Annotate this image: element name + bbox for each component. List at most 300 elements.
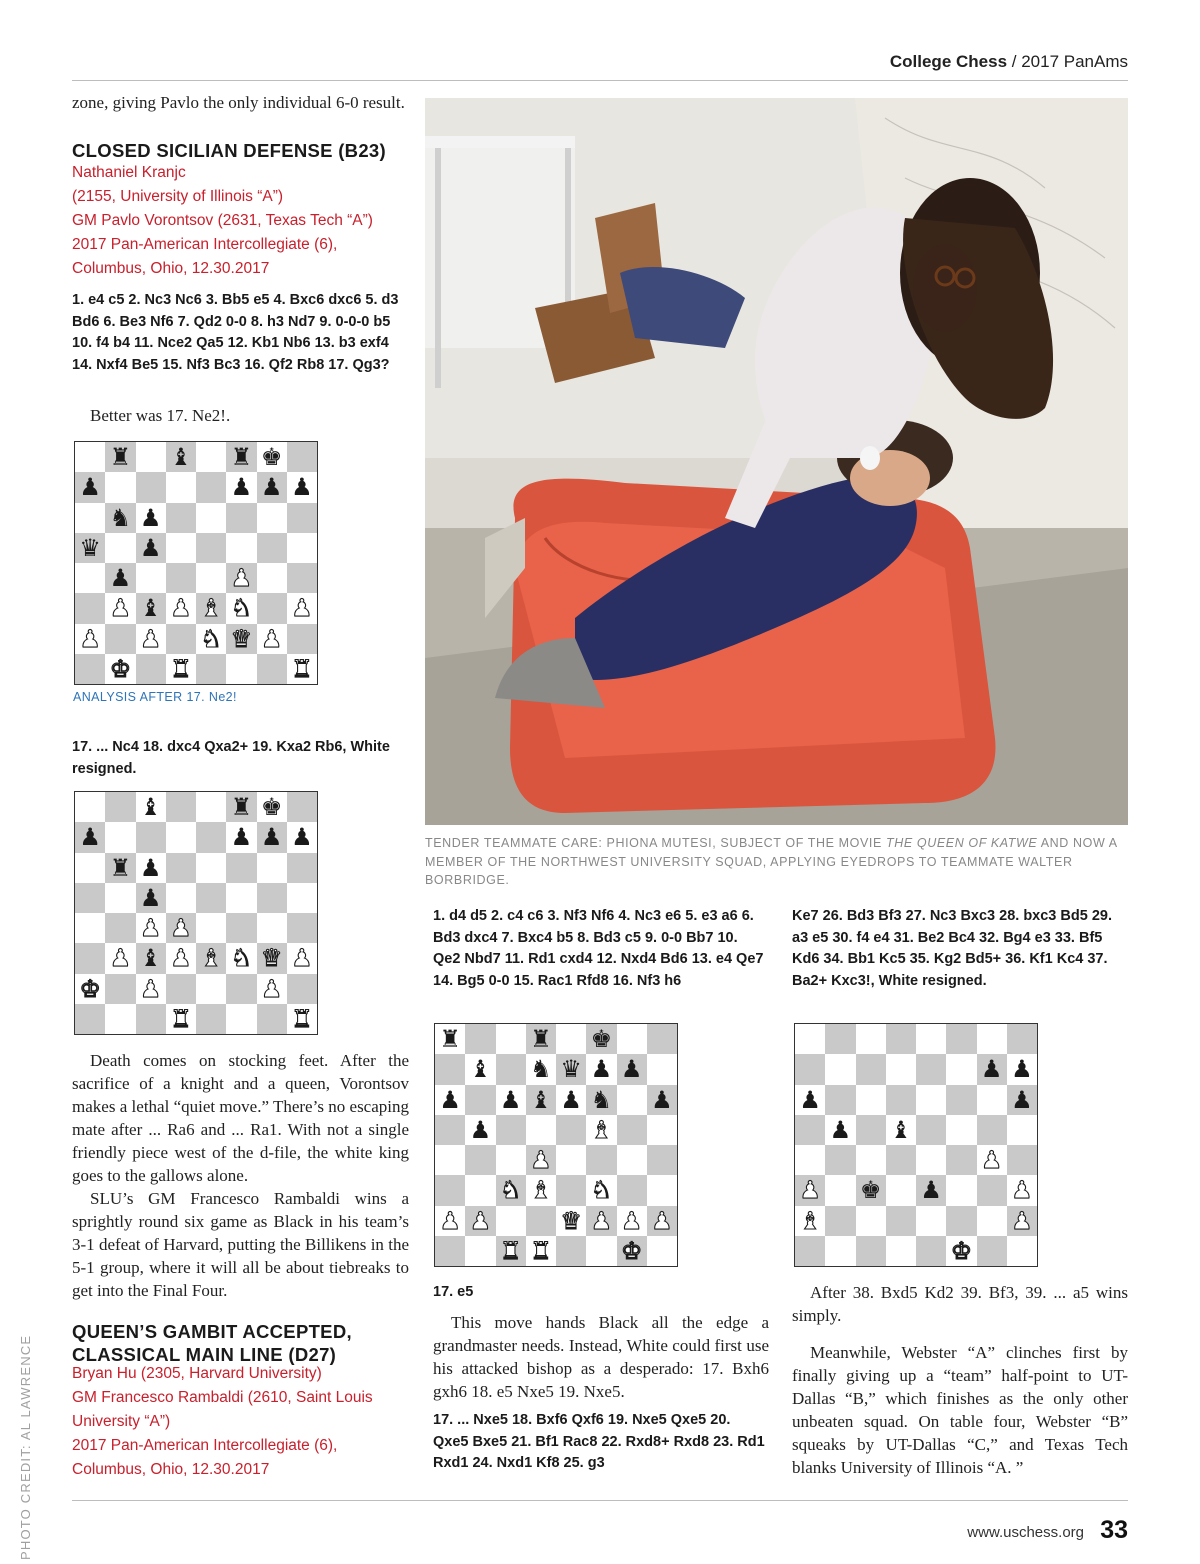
game1-title: CLOSED SICILIAN DEFENSE (B23) <box>72 140 386 161</box>
black-pawn-icon: ♟ <box>1011 1085 1033 1114</box>
board-square <box>465 1175 495 1205</box>
board-square <box>825 1024 855 1054</box>
board-square <box>136 913 166 943</box>
white-pawn-icon: ♟ <box>1011 1206 1033 1235</box>
board-square <box>647 1085 677 1115</box>
photo-caption: TENDER TEAMMATE CARE: PHIONA MUTESI, SUBJECT OF THE MOVIE THE QUEEN OF KATWE AND NOW A MEMBER OF THE NORTHWEST UNIVERSITY SQUAD, APPLYING EYEDROPS TO TEAMMATE WALTER BORBRIDGE. <box>425 836 1117 887</box>
black-king-icon: ♚ <box>590 1025 613 1054</box>
board-square <box>257 883 287 913</box>
board-square <box>617 1206 647 1236</box>
board-square <box>105 654 135 684</box>
board-square <box>105 943 135 973</box>
board-square <box>136 822 166 852</box>
board-square <box>795 1145 825 1175</box>
black-rook-icon: ♜ <box>230 793 253 822</box>
board-square <box>977 1175 1007 1205</box>
black-king-icon: ♚ <box>260 443 283 472</box>
board-square <box>617 1145 647 1175</box>
black-queen-icon: ♛ <box>560 1055 582 1084</box>
board-square <box>586 1085 616 1115</box>
game1-moves-2: 17. ... Nc4 18. dxc4 Qxa2+ 19. Kxa2 Rb6, White resigned. <box>72 739 390 777</box>
board-square <box>287 883 317 913</box>
board-square <box>825 1085 855 1115</box>
footer-rule <box>72 1500 1128 1501</box>
board-square <box>166 593 196 623</box>
black-pawn-icon: ♟ <box>799 1085 821 1114</box>
board-square <box>196 654 226 684</box>
board-square <box>496 1024 526 1054</box>
board-square <box>916 1115 946 1145</box>
board-square <box>916 1085 946 1115</box>
white-pawn-icon: ♟ <box>291 944 313 973</box>
board-square <box>136 563 166 593</box>
board-square <box>166 654 196 684</box>
white-rook-icon: ♜ <box>291 654 313 683</box>
board-square <box>435 1145 465 1175</box>
white-pawn-icon: ♟ <box>170 944 192 973</box>
board-square <box>647 1054 677 1084</box>
board-square <box>166 883 196 913</box>
board-square <box>465 1054 495 1084</box>
board-square <box>556 1085 586 1115</box>
board-square <box>617 1085 647 1115</box>
board-square <box>75 563 105 593</box>
board-square <box>257 593 287 623</box>
white-king-icon: ♚ <box>109 654 132 683</box>
commentary-paragraph: Death comes on stocking feet. After the sacrifice of a knight and a queen, Vorontsov makes a lethal “quiet move.” There’s no escaping mate after ... Ra6 and ... Ra1. With not a single friendly piece west of the d-file, the white king goes to the gallows alone. <box>72 1051 409 1185</box>
board-square <box>136 1004 166 1034</box>
white-pawn-icon: ♟ <box>620 1206 643 1235</box>
black-pawn-icon: ♟ <box>139 533 162 562</box>
black-bishop-icon: ♝ <box>139 944 162 973</box>
white-queen-icon: ♛ <box>560 1206 582 1235</box>
chess-diagram-game2 <box>434 1023 678 1267</box>
board-square <box>75 1004 105 1034</box>
board-square <box>105 853 135 883</box>
board-square <box>287 654 317 684</box>
board-square <box>105 624 135 654</box>
game1-player1-info: (2155, University of Illinois “A”) <box>72 188 284 205</box>
black-pawn-icon: ♟ <box>260 473 283 502</box>
board-square <box>226 563 256 593</box>
white-rook-icon: ♜ <box>530 1236 552 1265</box>
board-square <box>105 792 135 822</box>
board-square <box>166 533 196 563</box>
board-square <box>105 442 135 472</box>
board-square <box>136 943 166 973</box>
white-rook-icon: ♜ <box>170 654 192 683</box>
header-subsection: 2017 PanAms <box>1021 52 1128 71</box>
white-pawn-icon: ♟ <box>139 914 162 943</box>
board-square <box>196 853 226 883</box>
board-square <box>825 1115 855 1145</box>
board-square <box>226 913 256 943</box>
board-square <box>105 533 135 563</box>
black-rook-icon: ♜ <box>109 443 132 472</box>
board-square <box>75 974 105 1004</box>
black-pawn-icon: ♟ <box>469 1115 492 1144</box>
board-square <box>946 1115 976 1145</box>
board-square <box>556 1145 586 1175</box>
board-square <box>136 883 166 913</box>
black-pawn-icon: ♟ <box>651 1085 673 1114</box>
board-square <box>196 533 226 563</box>
board-square <box>75 913 105 943</box>
board-square <box>196 1004 226 1034</box>
board-square <box>556 1206 586 1236</box>
board-square <box>287 533 317 563</box>
board-square <box>196 792 226 822</box>
board-square <box>226 533 256 563</box>
white-rook-icon: ♜ <box>170 1004 192 1033</box>
board-square <box>526 1115 556 1145</box>
board-square <box>287 624 317 654</box>
chess-diagram-analysis <box>74 441 318 685</box>
board-square <box>977 1024 1007 1054</box>
white-knight-icon: ♞ <box>230 944 253 973</box>
board-square <box>287 593 317 623</box>
board-square <box>257 853 287 883</box>
board-square <box>196 563 226 593</box>
game1-player1: Nathaniel Kranjc <box>72 164 186 181</box>
board-square <box>226 472 256 502</box>
white-bishop-icon: ♝ <box>799 1206 821 1235</box>
board-square <box>856 1024 886 1054</box>
board-square <box>105 1004 135 1034</box>
board-square <box>257 472 287 502</box>
board-square <box>465 1236 495 1266</box>
white-king-icon: ♚ <box>79 974 101 1003</box>
header-rule <box>72 80 1128 81</box>
white-pawn-icon: ♟ <box>530 1146 552 1175</box>
board-square <box>226 822 256 852</box>
board-square <box>166 792 196 822</box>
game2-title: QUEEN’S GAMBIT ACCEPTED, CLASSICAL MAIN LINE (D27) <box>72 1321 352 1365</box>
chess-diagram-endgame <box>794 1023 1038 1267</box>
board-square <box>886 1054 916 1084</box>
white-rook-icon: ♜ <box>291 1004 313 1033</box>
board-square <box>226 883 256 913</box>
board-square <box>886 1145 916 1175</box>
board-square <box>1007 1145 1037 1175</box>
black-pawn-icon: ♟ <box>291 823 313 852</box>
board-square <box>75 533 105 563</box>
board-square <box>196 974 226 1004</box>
game2-moves-4: Ke7 26. Bd3 Bf3 27. Nc3 Bxc3 28. bxc3 Bd5 29. a3 e5 30. f4 e4 31. Be2 Bc4 32. Bg4 e3 33. Bf5 Kd6 34. Bb1 Kc5 35. Kg2 Bd5+ 36. Kf1 Kc4 37. Ba2+ Kxc3!, White resigned. <box>792 908 1112 989</box>
board-square <box>226 503 256 533</box>
board-square <box>526 1206 556 1236</box>
white-queen-icon: ♛ <box>260 944 283 973</box>
board-square <box>647 1115 677 1145</box>
game1-header <box>72 161 422 281</box>
board-square <box>166 943 196 973</box>
board-square <box>556 1024 586 1054</box>
game1-note: Better was 17. Ne2!. <box>90 406 231 425</box>
board-square <box>856 1115 886 1145</box>
commentary-paragraph: Meanwhile, Webster “A” clinches first by finally giving up a “team” half-point to UT-Dallas “B,” which finishes as the only other unbeaten squad. On table four, Webster “B” squeaks by UT-Dallas “C,” and Texas Tech blanks University of Illinois “A. ” <box>792 1343 1128 1477</box>
white-pawn-icon: ♟ <box>109 594 132 623</box>
board-square <box>946 1206 976 1236</box>
board-square <box>196 943 226 973</box>
white-pawn-icon: ♟ <box>170 914 192 943</box>
board-square <box>105 472 135 502</box>
white-king-icon: ♚ <box>620 1236 643 1265</box>
board-square <box>136 472 166 502</box>
black-pawn-icon: ♟ <box>79 823 101 852</box>
board-square <box>257 1004 287 1034</box>
board-square <box>1007 1115 1037 1145</box>
board-square <box>196 503 226 533</box>
white-pawn-icon: ♟ <box>260 974 283 1003</box>
black-bishop-icon: ♝ <box>530 1085 552 1114</box>
board-square <box>75 442 105 472</box>
board-square <box>647 1145 677 1175</box>
board-square <box>647 1024 677 1054</box>
board-square <box>257 913 287 943</box>
page-number: 33 <box>1100 1516 1128 1544</box>
board-square <box>856 1236 886 1266</box>
board-square <box>166 624 196 654</box>
board-square <box>496 1054 526 1084</box>
board-square <box>795 1115 825 1145</box>
white-knight-icon: ♞ <box>230 594 253 623</box>
black-rook-icon: ♜ <box>230 443 253 472</box>
board-square <box>465 1024 495 1054</box>
white-pawn-icon: ♟ <box>139 974 162 1003</box>
board-square <box>795 1054 825 1084</box>
board-square <box>496 1085 526 1115</box>
board-square <box>526 1024 556 1054</box>
board-square <box>105 883 135 913</box>
commentary-paragraph: After 38. Bxd5 Kd2 39. Bf3, 39. ... a5 wins simply. <box>792 1283 1128 1325</box>
black-knight-icon: ♞ <box>530 1055 552 1084</box>
board-square <box>795 1175 825 1205</box>
board-square <box>196 442 226 472</box>
game2-event: 2017 Pan-American Intercollegiate (6), <box>72 1437 338 1454</box>
board-square <box>226 974 256 1004</box>
board-square <box>916 1175 946 1205</box>
board-square <box>856 1085 886 1115</box>
board-square <box>226 1004 256 1034</box>
black-pawn-icon: ♟ <box>560 1085 582 1114</box>
board-square <box>825 1145 855 1175</box>
black-pawn-icon: ♟ <box>109 564 132 593</box>
board-square <box>795 1085 825 1115</box>
board-square <box>257 822 287 852</box>
black-king-icon: ♚ <box>859 1176 882 1205</box>
board-square <box>825 1206 855 1236</box>
commentary-paragraph: SLU’s GM Francesco Rambaldi wins a sprightly round six game as Black in his team’s 3-1 defeat of Harvard, putting the Billikens in the 5-1 group, where it will all be about tiebreaks to get into the Final Four. <box>72 1189 409 1300</box>
black-bishop-icon: ♝ <box>890 1115 912 1144</box>
board-square <box>166 563 196 593</box>
board-square <box>916 1024 946 1054</box>
board-square <box>1007 1024 1037 1054</box>
board-square <box>136 974 166 1004</box>
white-pawn-icon: ♟ <box>260 624 283 653</box>
board-square <box>435 1236 465 1266</box>
board-square <box>586 1115 616 1145</box>
board-square <box>196 624 226 654</box>
board-square <box>136 593 166 623</box>
white-pawn-icon: ♟ <box>139 624 162 653</box>
black-pawn-icon: ♟ <box>499 1085 522 1114</box>
board-square <box>257 442 287 472</box>
board-square <box>226 853 256 883</box>
board-square <box>496 1206 526 1236</box>
black-rook-icon: ♜ <box>439 1025 461 1054</box>
black-pawn-icon: ♟ <box>139 883 162 912</box>
board-square <box>287 442 317 472</box>
board-square <box>196 822 226 852</box>
board-square <box>287 563 317 593</box>
board-square <box>946 1024 976 1054</box>
commentary-paragraph: This move hands Black all the edge a grandmaster needs. Instead, White could first use his attacked bishop as a desperado: 17. Bxh6 gxh6 18. e5 Nxe5 19. Nxe5. <box>433 1313 769 1401</box>
board-square <box>526 1085 556 1115</box>
white-king-icon: ♚ <box>950 1236 973 1265</box>
board-square <box>977 1085 1007 1115</box>
board-square <box>647 1206 677 1236</box>
black-pawn-icon: ♟ <box>980 1055 1003 1084</box>
board-square <box>136 853 166 883</box>
board-square <box>287 792 317 822</box>
board-square <box>617 1236 647 1266</box>
board-square <box>226 442 256 472</box>
white-pawn-icon: ♟ <box>469 1206 492 1235</box>
board-square <box>136 442 166 472</box>
board-square <box>226 593 256 623</box>
running-header <box>890 52 1128 72</box>
white-bishop-icon: ♝ <box>200 944 222 973</box>
board-square <box>886 1236 916 1266</box>
black-pawn-icon: ♟ <box>139 853 162 882</box>
game2-place: Columbus, Ohio, 12.30.2017 <box>72 1461 270 1478</box>
board-square <box>856 1054 886 1084</box>
board-square <box>287 822 317 852</box>
board-square <box>75 654 105 684</box>
white-pawn-icon: ♟ <box>170 594 192 623</box>
board-square <box>105 913 135 943</box>
game2-moves-3: 17. ... Nxe5 18. Bxf6 Qxf6 19. Nxe5 Qxe5 20. Qxe5 Bxe5 21. Bf1 Rac8 22. Rxd8+ Rxd8 23. Rd1 Rxd1 24. Nxd1 Kf8 25. g3 <box>433 1412 765 1471</box>
black-king-icon: ♚ <box>260 793 283 822</box>
game2-moves-1: 1. d4 d5 2. c4 c6 3. Nf3 Nf6 4. Nc3 e6 5. e3 a6 6. Bd3 dxc4 7. Bxc4 b5 8. Bd3 c5 9. 0-0 Bb7 10. Qe2 Nbd7 11. Rd1 cxd4 12. Nxd4 Bd6 13. e4 Qe7 14. Bg5 0-0 15. Rac1 Rfd8 16. Nf3 h6 <box>433 908 764 989</box>
black-knight-icon: ♞ <box>590 1085 613 1114</box>
game1-moves-1: 1. e4 c5 2. Nc3 Nc6 3. Bb5 e5 4. Bxc6 dxc6 5. d3 Bd6 6. Be3 Nf6 7. Qd2 0-0 8. h3 Nd7 9. 0-0-0 b5 10. f4 b4 11. Nce2 Qa5 12. Kb1 Nb6 13. b3 exf4 14. Nxf4 Be5 15. Nf3 Bc3 16. Qf2 Rb8 17. Qg3? <box>72 292 399 373</box>
intro-text: zone, giving Pavlo the only individual 6-0 result. <box>72 93 405 112</box>
board-square <box>287 853 317 883</box>
white-bishop-icon: ♝ <box>530 1176 552 1205</box>
board-square <box>75 792 105 822</box>
board-square <box>856 1175 886 1205</box>
board-square <box>196 593 226 623</box>
black-pawn-icon: ♟ <box>829 1115 852 1144</box>
black-pawn-icon: ♟ <box>920 1176 942 1205</box>
board-square <box>556 1175 586 1205</box>
board-square <box>136 654 166 684</box>
board-square <box>886 1115 916 1145</box>
board-square <box>435 1085 465 1115</box>
board-square <box>795 1206 825 1236</box>
board-square <box>526 1236 556 1266</box>
white-pawn-icon: ♟ <box>439 1206 461 1235</box>
board-square <box>75 943 105 973</box>
game1-place: Columbus, Ohio, 12.30.2017 <box>72 260 270 277</box>
board-square <box>136 533 166 563</box>
board-square <box>166 503 196 533</box>
board-square <box>166 822 196 852</box>
board-square <box>856 1206 886 1236</box>
white-pawn-icon: ♟ <box>109 944 132 973</box>
board-square <box>257 624 287 654</box>
board-square <box>977 1115 1007 1145</box>
board-square <box>75 853 105 883</box>
board-square <box>105 974 135 1004</box>
board-square <box>166 974 196 1004</box>
board-square <box>465 1145 495 1175</box>
black-pawn-icon: ♟ <box>230 473 253 502</box>
board-square <box>136 792 166 822</box>
board-square <box>226 792 256 822</box>
board-square <box>617 1115 647 1145</box>
board-square <box>75 822 105 852</box>
board-square <box>75 503 105 533</box>
board-square <box>825 1236 855 1266</box>
white-pawn-icon: ♟ <box>651 1206 673 1235</box>
board-square <box>586 1024 616 1054</box>
board-square <box>647 1175 677 1205</box>
board-square <box>287 943 317 973</box>
white-pawn-icon: ♟ <box>79 624 101 653</box>
board-square <box>287 503 317 533</box>
black-pawn-icon: ♟ <box>590 1055 613 1084</box>
board-square <box>496 1115 526 1145</box>
board-square <box>586 1236 616 1266</box>
board-square <box>586 1206 616 1236</box>
black-pawn-icon: ♟ <box>230 823 253 852</box>
board-square <box>287 913 317 943</box>
photo-illustration <box>425 98 1128 825</box>
board-square <box>166 913 196 943</box>
black-rook-icon: ♜ <box>109 853 132 882</box>
board-square <box>465 1115 495 1145</box>
board-square <box>556 1054 586 1084</box>
board-square <box>257 974 287 1004</box>
board-square <box>617 1054 647 1084</box>
white-queen-icon: ♛ <box>230 624 253 653</box>
board-square <box>946 1236 976 1266</box>
board-square <box>526 1145 556 1175</box>
board-square <box>647 1236 677 1266</box>
board-square <box>617 1024 647 1054</box>
black-pawn-icon: ♟ <box>291 473 313 502</box>
board-square <box>136 624 166 654</box>
board-square <box>977 1236 1007 1266</box>
board-square <box>226 654 256 684</box>
white-pawn-icon: ♟ <box>291 594 313 623</box>
white-pawn-icon: ♟ <box>1011 1176 1033 1205</box>
board-square <box>916 1054 946 1084</box>
board-square <box>105 593 135 623</box>
black-bishop-icon: ♝ <box>170 443 192 472</box>
board-square <box>526 1175 556 1205</box>
board-square <box>226 943 256 973</box>
chess-diagram-final <box>74 791 318 1035</box>
board-square <box>75 593 105 623</box>
white-pawn-icon: ♟ <box>799 1176 821 1205</box>
board-square <box>916 1236 946 1266</box>
footer-url: www.uschess.org <box>967 1524 1084 1541</box>
game2-commentary <box>433 1311 769 1403</box>
board-square <box>1007 1175 1037 1205</box>
